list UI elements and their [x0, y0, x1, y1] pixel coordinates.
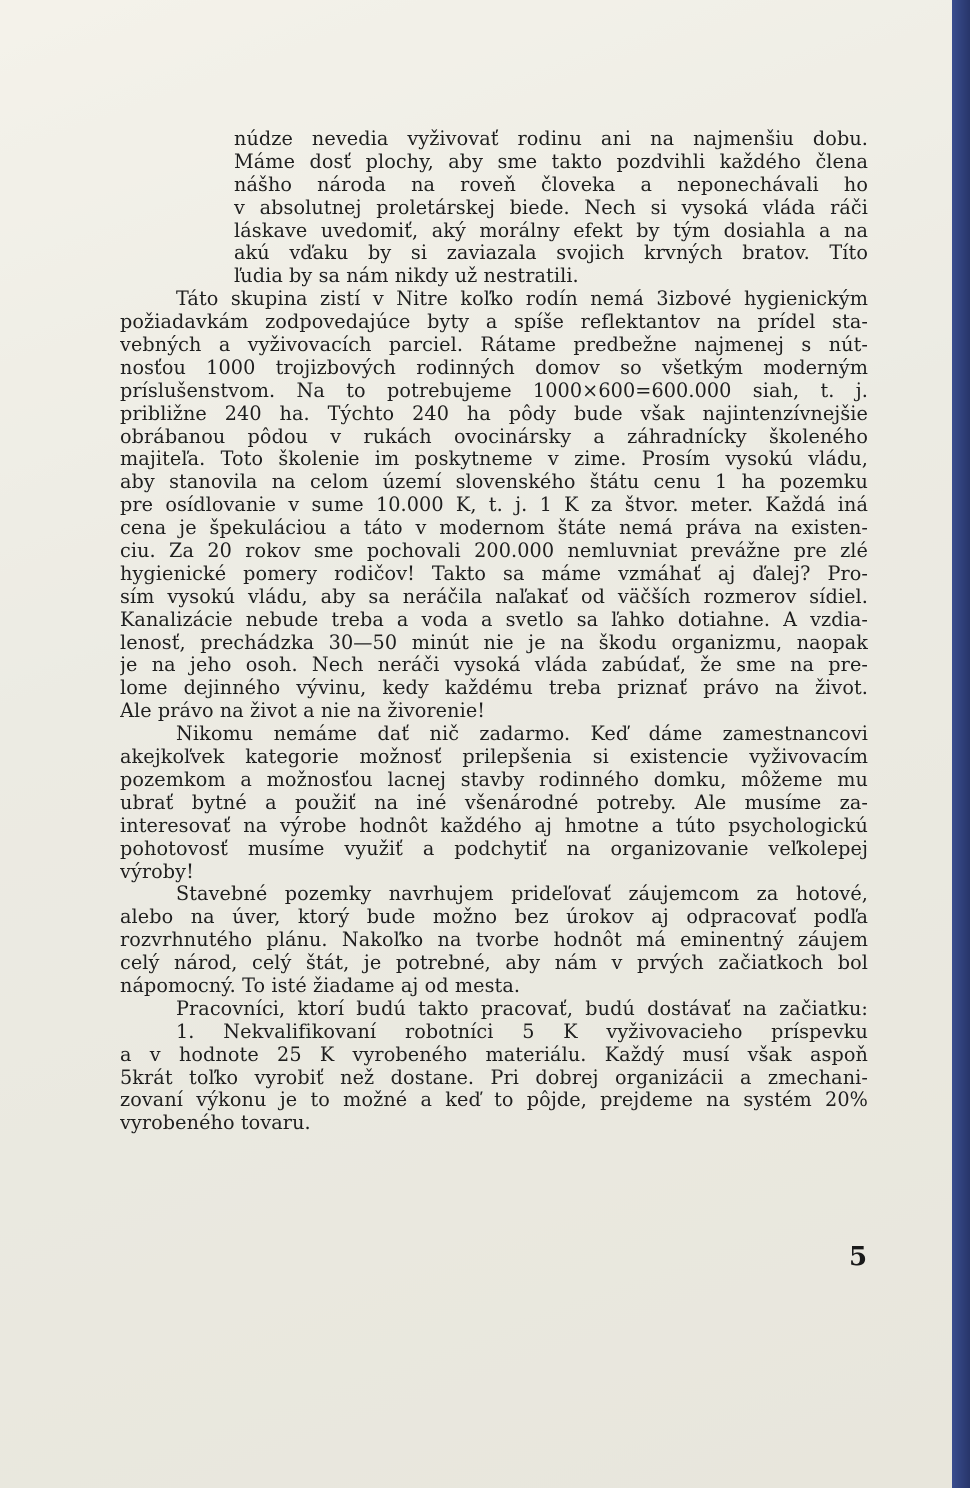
text-line: požiadavkám zodpovedajúce byty a spíše reflektantov na prídel sta-	[120, 311, 868, 334]
text-line: aby stanovila na celom území slovenského štátu cenu 1 ha pozemku	[120, 471, 868, 494]
text-line: lome dejinného vývinu, kedy každému treba priznať právo na život.	[120, 677, 868, 700]
text-line: lenosť, prechádzka 30—50 minút nie je na škodu organizmu, naopak	[120, 631, 868, 654]
text-line: láskave uvedomiť, aký morálny efekt by tým dosiahla a na	[234, 219, 868, 242]
body-text	[120, 128, 868, 1135]
text-line: vyrobeného tovaru.	[120, 1112, 311, 1135]
text-line: rozvrhnutého plánu. Nakoľko na tvorbe hodnôt má eminentný záujem	[120, 929, 868, 952]
text-line: cena je špekuláciou a táto v modernom štáte nemá práva na existen-	[120, 517, 868, 540]
text-line: núdze nevedia vyživovať rodinu ani na najmenšiu dobu.	[234, 128, 868, 150]
text-line: v absolutnej proletárskej biede. Nech si vysoká vláda ráči	[234, 196, 868, 219]
text-line: Ale právo na život a nie na živorenie!	[120, 700, 486, 723]
text-line: 1. Nekvalifikovaní robotníci 5 K vyživovacieho príspevku	[176, 1020, 868, 1043]
text-line: sím vysokú vládu, aby sa neráčila naľakať od väčších rozmerov sídiel.	[120, 585, 868, 608]
text-line: Táto skupina zistí v Nitre koľko rodín nemá 3izbové hygienickým	[176, 288, 868, 311]
text-line: celý národ, celý štát, je potrebné, aby nám v prvých začiatkoch bol	[120, 952, 868, 975]
text-line: ciu. Za 20 rokov sme pochovali 200.000 nemluvniat prevážne pre zlé	[120, 540, 868, 563]
text-line: nosťou 1000 trojizbových rodinných domov so všetkým moderným	[120, 356, 868, 379]
text-line: zovaní výkonu je to možné a keď to pôjde, prejdeme na systém 20%	[120, 1089, 868, 1112]
background-surface	[952, 0, 970, 1488]
text-line: vebných a vyživovacích parciel. Rátame predbežne najmenej s nút-	[120, 334, 868, 357]
text-line: interesovať na výrobe hodnôt každého aj hmotne a túto psychologickú	[120, 814, 868, 837]
text-line: Stavebné pozemky navrhujem prideľovať záujemcom za hotové,	[176, 883, 868, 906]
text-line: a v hodnote 25 K vyrobeného materiálu. Každý musí však aspoň	[120, 1043, 868, 1066]
text-line: Kanalizácie nebude treba a voda a svetlo sa ľahko dotiahne. A vzdia-	[120, 608, 868, 631]
text-line: nášho národa na roveň človeka a neponechávali ho	[234, 173, 868, 196]
text-line: približne 240 ha. Týchto 240 ha pôdy bude však najintenzívnejšie	[120, 402, 868, 425]
text-line: hygienické pomery rodičov! Takto sa máme vzmáhať aj ďalej? Pro-	[120, 562, 868, 585]
text-line: obrábanou pôdou v rukách ovocinársky a záhradnícky školeného	[120, 425, 868, 448]
text-line: výroby!	[120, 860, 194, 883]
text-line: pre osídlovanie v sume 10.000 K, t. j. 1 K za štvor. meter. Každá iná	[120, 494, 868, 517]
text-line: Máme dosť plochy, aby sme takto pozdvihli každého člena	[234, 150, 868, 173]
text-line: je na jeho osoh. Nech neráči vysoká vláda zabúdať, že sme na pre-	[120, 654, 868, 677]
text-line: majiteľa. Toto školenie im poskytneme v zime. Prosím vysokú vládu,	[120, 448, 868, 471]
text-line: alebo na úver, ktorý bude možno bez úrokov aj odpracovať podľa	[120, 906, 868, 929]
text-line: akejkoľvek kategorie možnosť prilepšenia si existencie vyživovacím	[120, 746, 868, 769]
text-line: 5krát toľko vyrobiť než dostane. Pri dobrej organizácii a zmechani-	[120, 1066, 868, 1089]
page-number: 5	[849, 1242, 868, 1272]
text-line: nápomocný. To isté žiadame aj od mesta.	[120, 974, 521, 997]
text-line: ľudia by sa nám nikdy už nestratili.	[234, 265, 579, 288]
text-line: pohotovosť musíme využiť a podchytiť na organizovanie veľkolepej	[120, 837, 868, 860]
text-line: príslušenstvom. Na to potrebujeme 1000×600=600.000 siah, t. j.	[120, 379, 868, 402]
text-line: akú vďaku by si zaviazala svojich krvných bratov. Títo	[234, 242, 868, 265]
text-line: pozemkom a možnosťou lacnej stavby rodinného domku, môžeme mu	[120, 768, 868, 791]
text-line: Pracovníci, ktorí budú takto pracovať, budú dostávať na začiatku:	[176, 997, 868, 1020]
text-line: ubrať bytné a použiť na iné všenárodné potreby. Ale musíme za-	[120, 791, 868, 814]
text-line: Nikomu nemáme dať nič zadarmo. Keď dáme zamestnancovi	[176, 723, 868, 746]
